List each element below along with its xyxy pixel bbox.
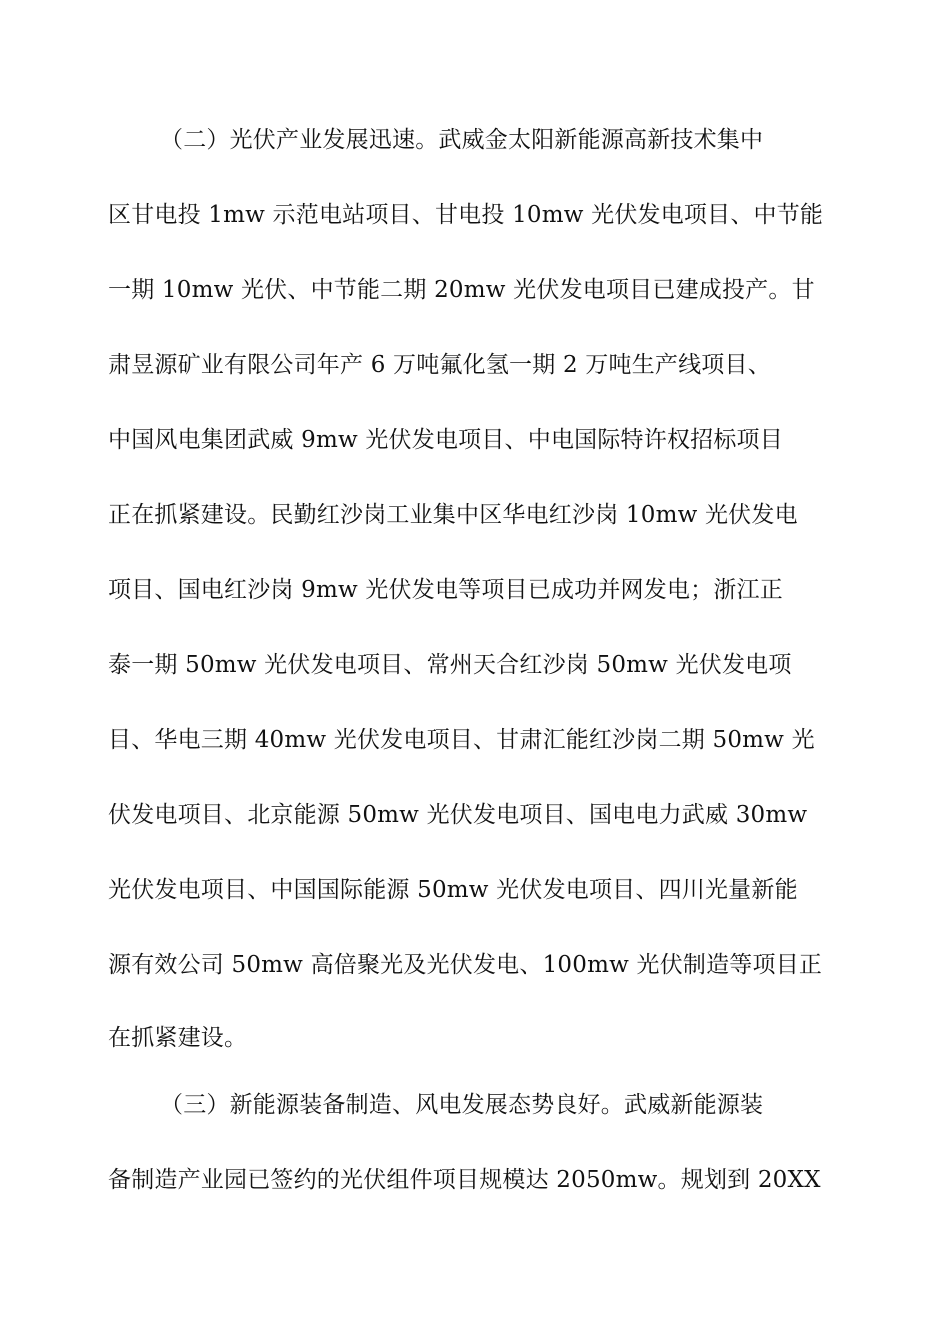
text-line: （二）光伏产业发展迅速。武威金太阳新能源高新技术集中 [160,127,764,153]
text-line: 目、华电三期 40mw 光伏发电项目、甘肃汇能红沙岗二期 50mw 光 [108,727,815,753]
text-line: 源有效公司 50mw 高倍聚光及光伏发电、100mw 光伏制造等项目正 [108,952,823,978]
text-line: （三）新能源装备制造、风电发展态势良好。武威新能源装 [160,1092,764,1118]
text-line: 泰一期 50mw 光伏发电项目、常州天合红沙岗 50mw 光伏发电项 [108,652,792,678]
text-line: 中国风电集团武威 9mw 光伏发电项目、中电国际特许权招标项目 [108,427,783,453]
text-line: 伏发电项目、北京能源 50mw 光伏发电项目、国电电力武威 30mw [108,802,808,828]
text-line: 备制造产业园已签约的光伏组件项目规模达 2050mw。规划到 20XX [108,1167,821,1193]
text-line: 正在抓紧建设。民勤红沙岗工业集中区华电红沙岗 10mw 光伏发电 [108,502,798,528]
text-line: 一期 10mw 光伏、中节能二期 20mw 光伏发电项目已建成投产。甘 [108,277,815,303]
text-line: 项目、国电红沙岗 9mw 光伏发电等项目已成功并网发电；浙江正 [108,577,783,603]
text-line: 肃昱源矿业有限公司年产 6 万吨氟化氢一期 2 万吨生产线项目、 [108,352,771,378]
text-line: 在抓紧建设。 [108,1025,248,1051]
text-line: 区甘电投 1mw 示范电站项目、甘电投 10mw 光伏发电项目、中节能 [108,202,824,228]
text-line: 光伏发电项目、中国国际能源 50mw 光伏发电项目、四川光量新能 [108,877,798,903]
